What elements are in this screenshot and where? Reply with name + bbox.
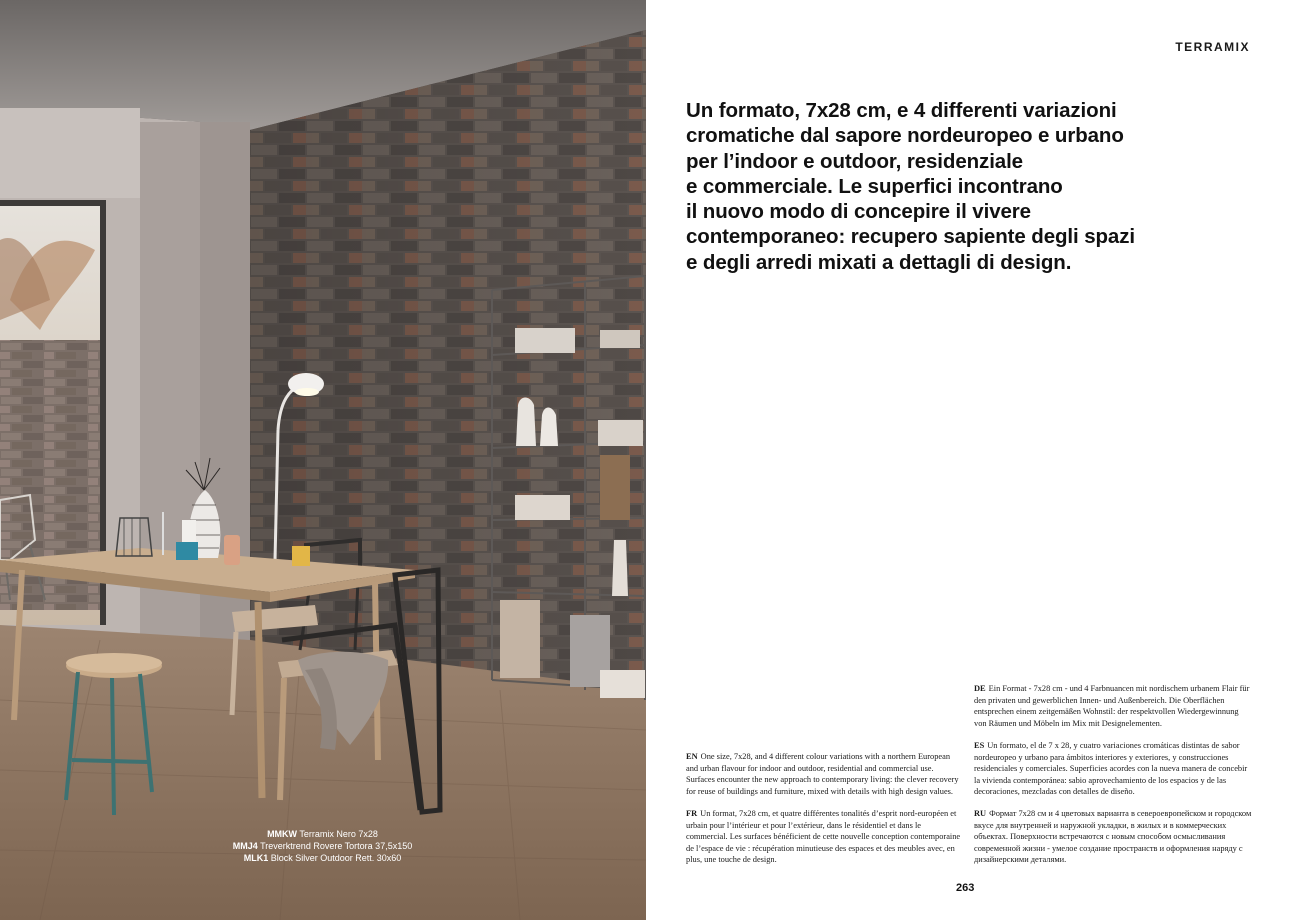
language-code: ES (974, 741, 985, 750)
description-text: Формат 7x28 см и 4 цветовых варианта в североевропейском и городском вкусе для внутренней и наружной укладки, в жилых и в коммерческих объектах. Поверхности встречаются с новым способом осмысливания современной жизни - умелое создание пространств и оформления наряду с дизайнерскими деталями. (974, 809, 1252, 864)
caption-line (200, 852, 445, 864)
language-code: EN (686, 752, 698, 761)
headline (686, 98, 1246, 275)
headline-line: contemporaneo: recupero sapiente degli spazi (686, 225, 1135, 249)
caption-text: Treverktrend Rovere Tortora 37,5x150 (260, 841, 413, 851)
description-ru (974, 808, 1252, 866)
language-code: FR (686, 809, 698, 818)
headline-line: per l’indoor e outdoor, residenziale (686, 149, 1023, 173)
page-number: 263 (956, 882, 975, 894)
caption-text: Block Silver Outdoor Rett. 30x60 (270, 853, 402, 863)
description-es (974, 740, 1252, 798)
headline-line: e commerciale. Le superfici incontrano (686, 174, 1063, 198)
caption-line (200, 828, 445, 840)
description-text: Un format, 7x28 cm, et quatre différentes tonalités d’esprit nord-européen et urbain pour l’intérieur et pour l’extérieur, dans le résidentiel et dans le commercial. Les surfaces bénéficient de cette nouvelle conception contemporaine de l’espace de vie : récupération minutieuse des espaces et des meubles avec, en plus, une touche de design. (686, 809, 961, 864)
headline-line: il nuovo modo di concepire il vivere (686, 200, 1031, 224)
headline-line: Un formato, 7x28 cm, e 4 differenti variazioni (686, 99, 1117, 122)
caption-code: MMKW (267, 829, 298, 839)
description-de (974, 683, 1252, 729)
language-code: RU (974, 809, 987, 818)
description-text: Ein Format - 7x28 cm - und 4 Farbnuancen mit nordischem urbanem Flair für den privaten und gewerblichen Innen- und Außenbereich. Die Oberflächen entsprechen einem zeitgemäßen Wohnstil: der respektvollen Wiedergewinnung von Räumen und Möbeln im Mix mit Designelementen. (974, 684, 1250, 728)
product-captions (200, 828, 445, 864)
description-text: One size, 7x28, and 4 different colour variations with a northern European and urban flavour for indoor and outdoor, residential and commercial use. Surfaces encounter the new approach to contemporary living: the clever recovery for reuse of buildings and furniture, mixed with details with high design values. (686, 752, 959, 796)
brand-name: TERRAMIX (1175, 40, 1250, 54)
description-fr (686, 808, 964, 866)
language-code: DE (974, 684, 986, 693)
caption-text: Terramix Nero 7x28 (299, 829, 378, 839)
caption-line (200, 840, 445, 852)
caption-code: MMJ4 (232, 841, 258, 851)
headline-line: cromatiche dal sapore nordeuropeo e urbano (686, 124, 1124, 148)
caption-code: MLK1 (243, 853, 269, 863)
headline-line: e degli arredi mixati a dettagli di design. (686, 250, 1072, 274)
description-en (686, 751, 964, 797)
description-text: Un formato, el de 7 x 28, y cuatro variaciones cromáticas distintas de sabor nordeuropeo y urbano para ámbitos interiores y exteriores, y construcciones residenciales y comerciales. Superficies acordes con la nueva manera de concebir la vivienda contemporánea: sabio aprovechamiento de los espacios y de las decoraciones, mezcladas con detalles de diseño. (974, 741, 1248, 796)
